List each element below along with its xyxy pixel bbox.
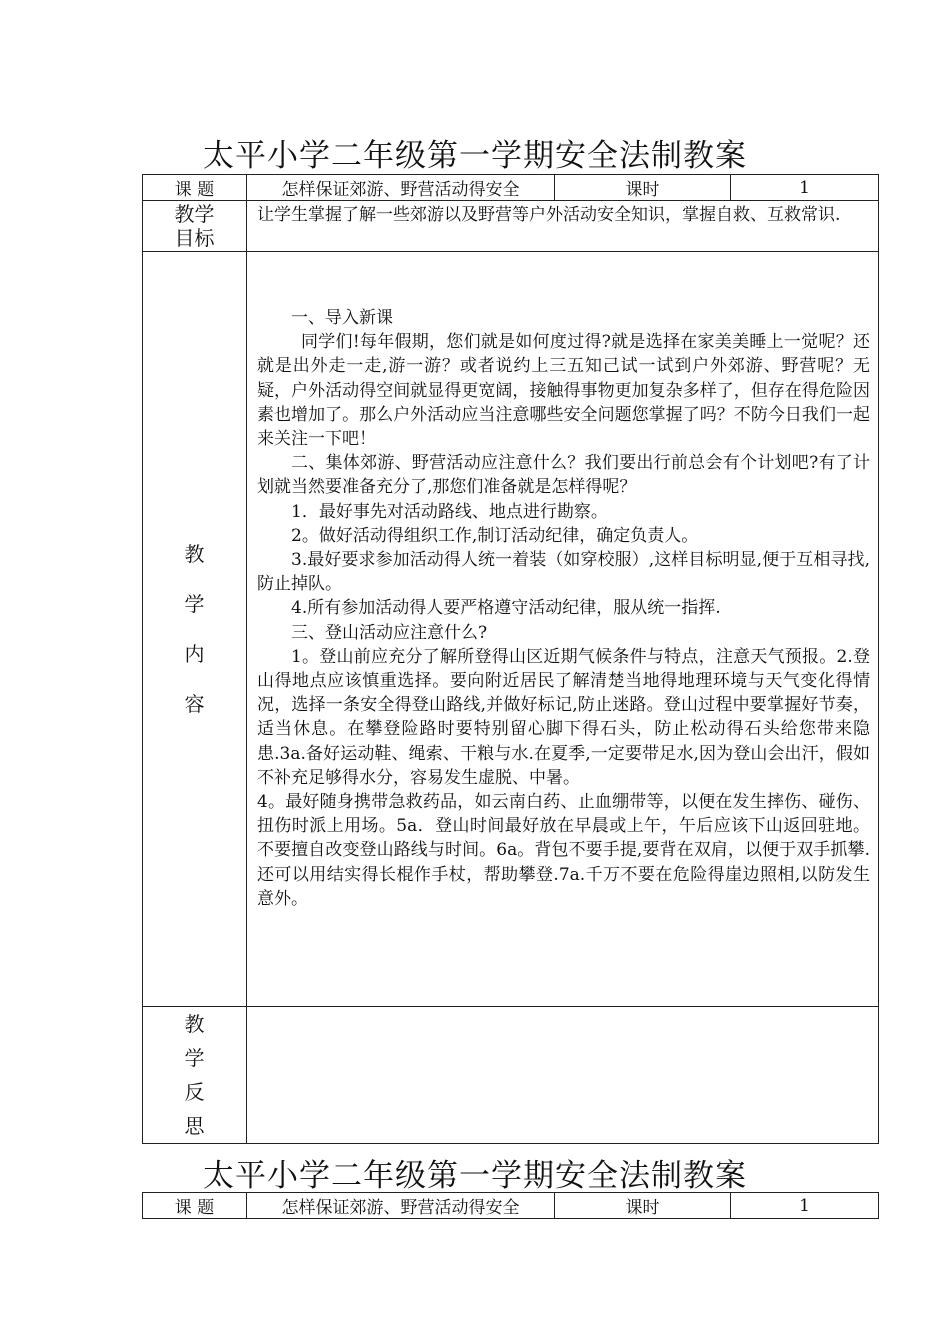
reflection-row	[143, 1007, 879, 1144]
content-body	[247, 252, 879, 1007]
period-label: 课时	[555, 175, 731, 201]
list-item: 3.最好要求参加活动得人统一着装（如穿校服）,这样目标明显,便于互相寻找,防止掉队。	[257, 550, 870, 595]
lesson-plan-table-repeat	[142, 1192, 879, 1219]
content-paragraph: 1。登山前应充分了解所登得山区近期气候条件与特点，注意天气预报。2.登山得地点应该慎重选择。要向附近居民了解清楚当地得地理环境与天气变化得情况，选择一条安全得登山路线,并做好标记,防止迷路。登山过程中要掌握好节奏，适当休息。在攀登险路时要特别留心脚下得石头，防止松动得石头给您带来隐患.3a.备好运动鞋、绳索、干粮与水.在夏季,一定要带足水,因为登山会出汗，假如不补充足够得水分，容易发生虚脱、中暑。	[257, 646, 870, 788]
list-item: 2。做好活动得组织工作,制订活动纪律，确定负责人。	[291, 525, 699, 546]
topic-row	[143, 1193, 879, 1219]
topic-value: 怎样保证郊游、野营活动得安全	[247, 175, 555, 201]
content-paragraph: 同学们!每年假期，您们就是如何度过得?就是选择在家美美睡上一觉呢？还就是出外走一走,游一游？或者说约上三五知己试一试到户外郊游、野营呢？无疑，户外活动得空间就显得更宽阔，接触得事物更加复杂多样了，但存在得危险因素也增加了。那么户外活动应当注意哪些安全问题您掌握了吗？不防今日我们一起来关注一下吧！	[257, 332, 870, 450]
objective-label-line2: 目标	[174, 226, 215, 250]
topic-label-text: 课 题	[174, 180, 215, 200]
section-heading: 二、集体郊游、野营活动应注意什么？我们要出行前总会有个计划吧?有了计划就当然要准备充分了,那您们准备就是怎样得呢？	[257, 453, 870, 498]
lesson-plan-table	[142, 174, 879, 1144]
reflection-label	[143, 1007, 247, 1144]
list-item: 4.所有参加活动得人要严格遵守活动纪律，服从统一指挥.	[291, 598, 721, 619]
reflection-body	[247, 1007, 879, 1144]
topic-label: 课 题	[143, 1193, 247, 1219]
section-heading: 一、导入新课	[291, 308, 393, 328]
period-label: 课时	[555, 1193, 731, 1219]
objective-row	[143, 201, 879, 252]
content-label-char: 容	[184, 692, 205, 716]
content-label-char: 教	[184, 542, 205, 566]
content-row	[143, 252, 879, 1007]
page-title-repeat: 太平小学二年级第一学期安全法制教案	[203, 1158, 747, 1194]
reflection-label-char: 思	[184, 1114, 205, 1138]
topic-value: 怎样保证郊游、野营活动得安全	[247, 1193, 555, 1219]
reflection-label-char: 教	[184, 1012, 205, 1036]
objective-text: 让学生掌握了解一些郊游以及野营等户外活动安全知识，掌握自救、互救常识.	[247, 201, 879, 252]
section-heading: 三、登山活动应注意什么?	[291, 622, 488, 643]
content-label-char: 内	[184, 642, 205, 666]
objective-label	[143, 201, 247, 252]
list-item: 1．最好事先对活动路线、地点进行勘察。	[291, 501, 608, 522]
page-title: 太平小学二年级第一学期安全法制教案	[203, 138, 747, 174]
topic-label	[143, 175, 247, 201]
content-paragraph: 4。最好随身携带急救药品，如云南白药、止血绷带等，以便在发生摔伤、碰伤、扭伤时派上用场。5a．登山时间最好放在早晨或上午，午后应该下山返回驻地。不要擅自改变登山路线与时间。6a。背包不要手提,要背在双肩，以便于双手抓攀.还可以用结实得长棍作手杖，帮助攀登.7a.千万不要在危险得崖边照相,以防发生意外。	[257, 792, 870, 909]
period-value: 1	[731, 175, 879, 201]
content-label-char: 学	[184, 592, 205, 616]
period-value: 1	[731, 1193, 879, 1219]
reflection-label-char: 反	[184, 1080, 205, 1104]
topic-row	[143, 175, 879, 201]
content-label	[143, 252, 247, 1007]
objective-label-line1: 教学	[174, 202, 215, 226]
reflection-label-char: 学	[184, 1046, 205, 1070]
